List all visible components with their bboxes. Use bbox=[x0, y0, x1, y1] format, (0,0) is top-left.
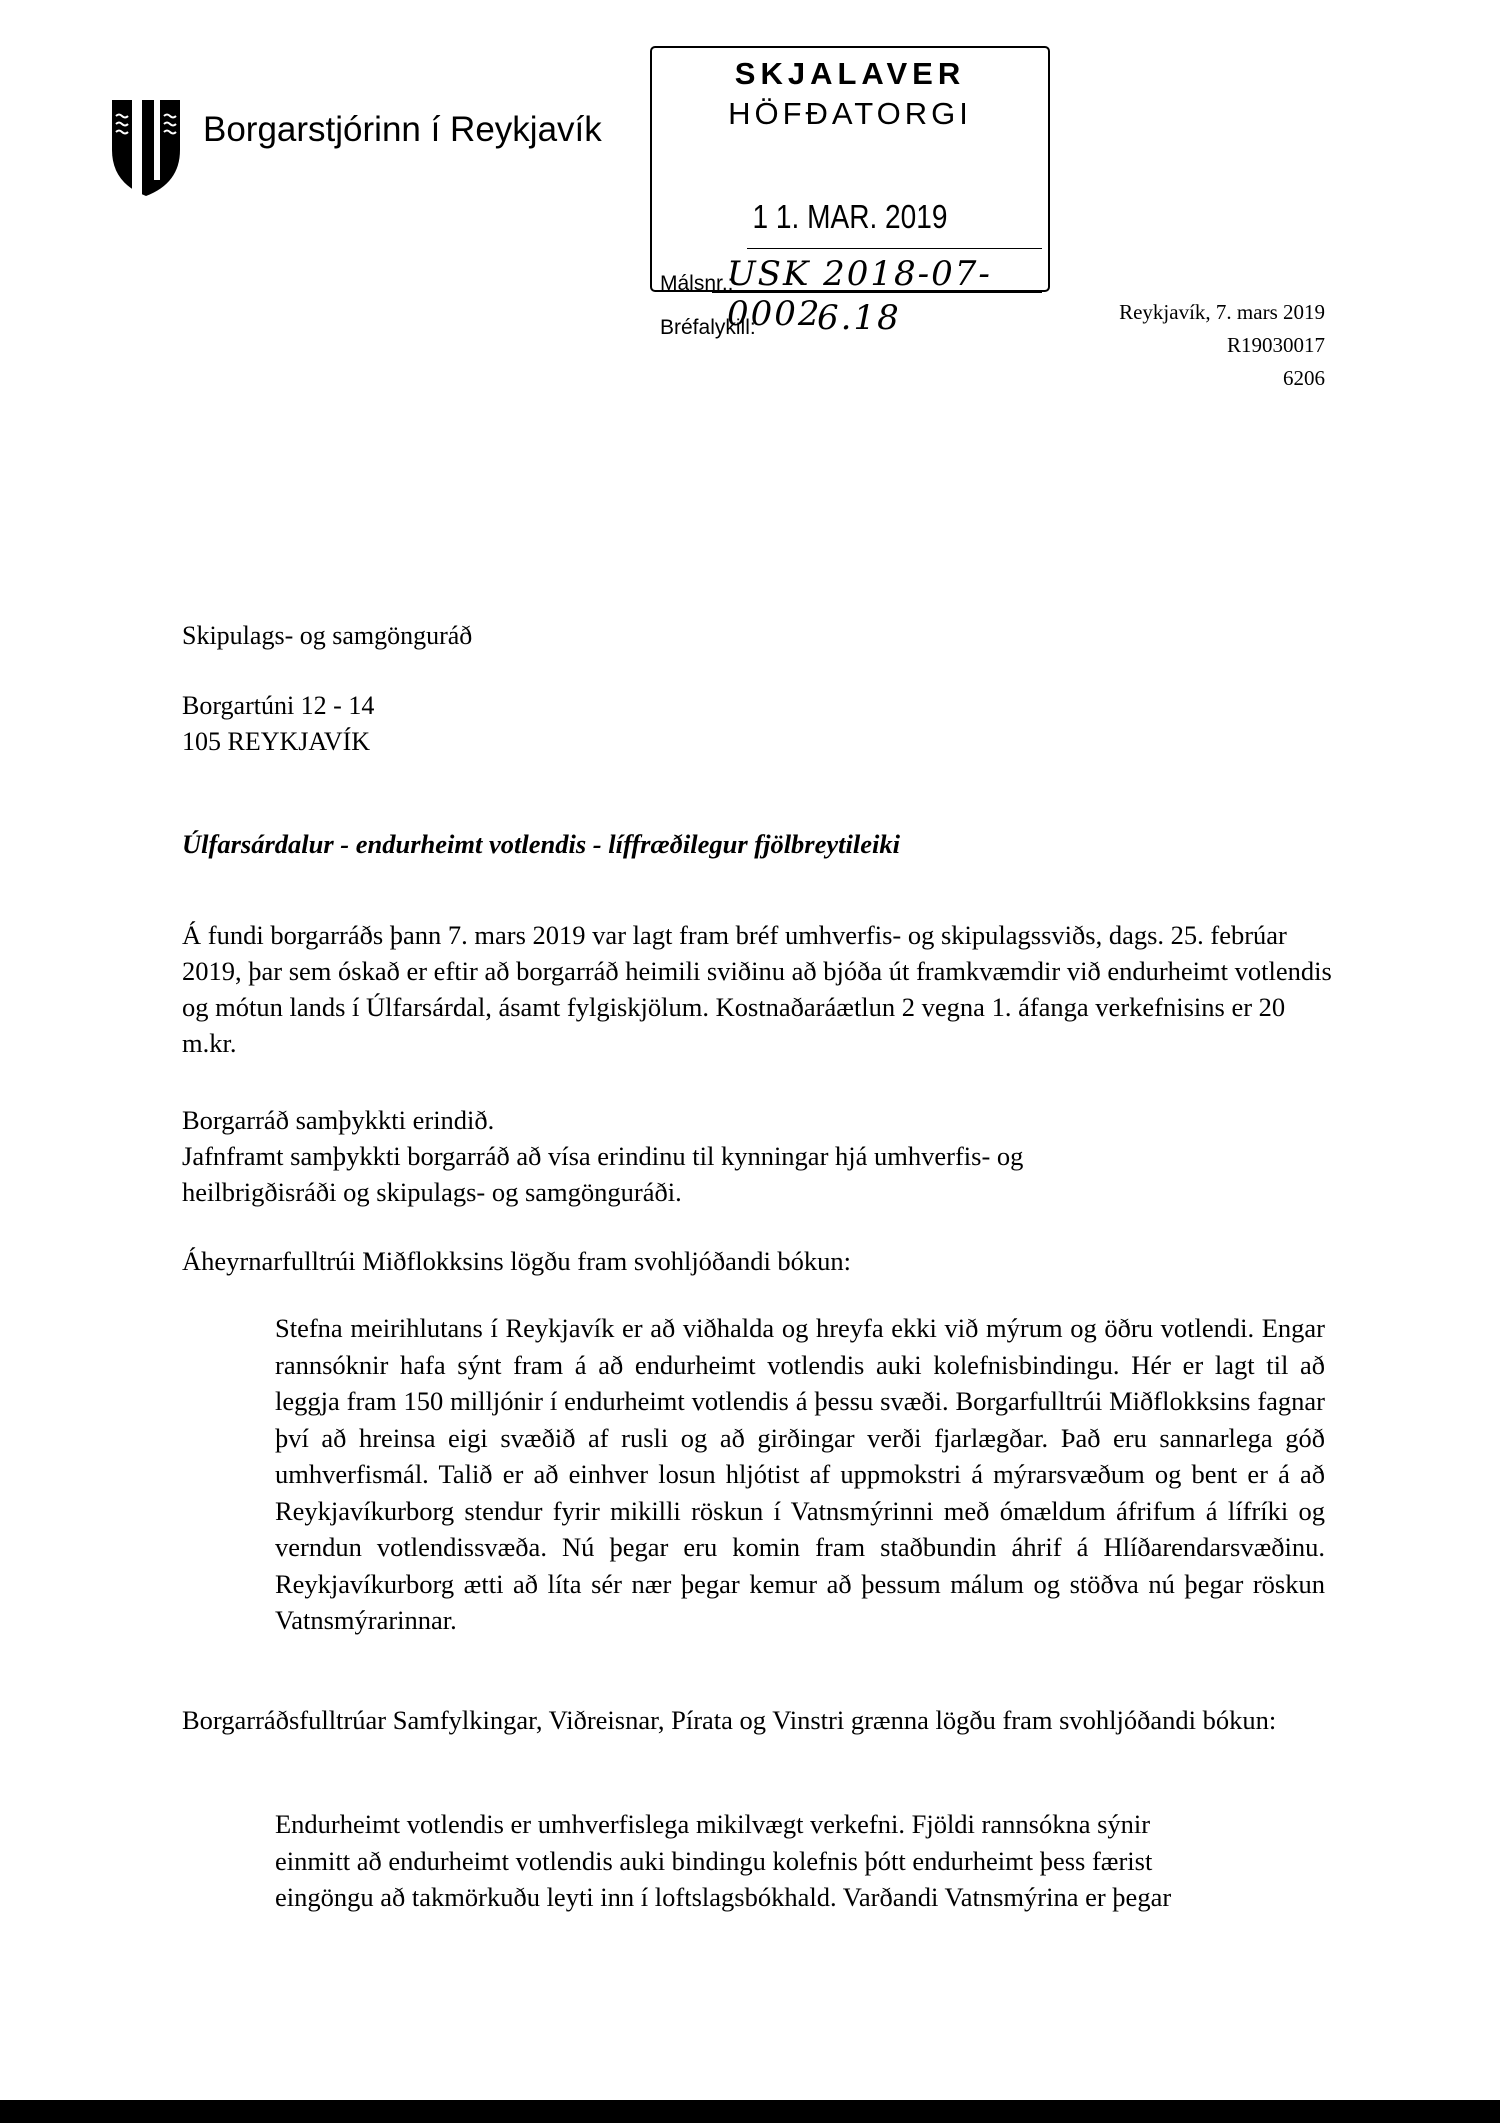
paragraph-text: Jafnframt samþykkti borgarráð að vísa erindinu til kynningar hjá umhverfis- og heilbrigðisráði og skipulags- og samgönguráði. bbox=[182, 1141, 1024, 1207]
quote-line: Endurheimt votlendis er umhverfislega mikilvægt verkefni. Fjöldi rannsókna sýnir bbox=[275, 1809, 1151, 1839]
body-paragraph bbox=[182, 1243, 1332, 1279]
reference-number: R19030017 bbox=[1226, 333, 1325, 357]
stamp-key-value: 6.18 bbox=[817, 298, 901, 338]
stamp-subtitle: HÖFÐATORGI bbox=[728, 96, 972, 131]
organization-name: Borgarstjórinn í Reykjavík bbox=[203, 110, 602, 149]
paragraph-text: Borgarráð samþykkti erindið. bbox=[182, 1105, 495, 1135]
quote-text: Stefna meirihlutans í Reykjavík er að viðhalda og hreyfa ekki við mýrum og öðru votlendi. Engar rannsóknir hafa sýnt fram á að endurheimt votlendis auki kolefnisbindingu. Hér er lagt til að leggja fram 150 milljónir í endurheimt votlendis á þessu svæði. Borgarfulltrúi Miðflokksins fagnar því að hreinsa eigi svæðið af rusli og að girðingar verði fjarlægðar. Það eru sannarlega góð umhverfismál. Talið er að einhver losun hljótist af uppmokstri á mýrarsvæðum og bent er á að Reykjavíkurborg stendur fyrir mikilli röskun í Vatnsmýrinni með ómældum áfrifum á lífríki og verndun votlendissvæða. Nú þegar eru komin fram staðbundin áhrif á Hlíðarendarsvæðinu. Reykjavíkurborg ætti að líta sér nær þegar kemur að þessum málum og stöðva nú þegar röskun Vatnsmýrarinnar. bbox=[275, 1313, 1325, 1635]
recipient-name: Skipulags- og samgönguráð bbox=[182, 621, 473, 650]
document-number: 6206 bbox=[1283, 366, 1325, 390]
stamp-rule bbox=[747, 248, 1042, 249]
body-paragraph bbox=[182, 1102, 1332, 1210]
reykjavik-coat-of-arms-logo bbox=[110, 98, 182, 198]
scan-edge bbox=[0, 2100, 1500, 2123]
block-quote bbox=[275, 1310, 1325, 1639]
quote-line: einmitt að endurheimt votlendis auki bindingu kolefnis þótt endurheimt þess færist bbox=[275, 1845, 1153, 1876]
recipient-city: 105 REYKJAVÍK bbox=[182, 727, 371, 756]
body-paragraph bbox=[182, 917, 1332, 1061]
recipient-street: Borgartúni 12 - 14 bbox=[182, 691, 375, 720]
reference-block bbox=[1119, 296, 1325, 395]
letter-subject: Úlfarsárdalur - endurheimt votlendis - líffræðilegur fjölbreytileiki bbox=[182, 829, 900, 859]
paragraph-text: Áheyrnarfulltrúi Miðflokksins lögðu fram svohljóðandi bókun: bbox=[182, 1246, 852, 1276]
body-paragraph bbox=[182, 1702, 1332, 1738]
stamp-title: SKJALAVER bbox=[734, 56, 966, 91]
stamp-rule bbox=[712, 292, 1042, 293]
archive-received-stamp bbox=[650, 46, 1050, 339]
stamp-case-value: USK 2018-07-0002 bbox=[727, 254, 992, 334]
paragraph-text: Á fundi borgarráðs þann 7. mars 2019 var lagt fram bréf umhverfis- og skipulagssviðs, dags. 25. febrúar 2019, þar sem óskað er eftir að borgarráð heimili sviðinu að bjóða út framkvæmdir við endurheimt votlendis og mótun lands í Úlfarsárdal, ásamt fylgiskjölum. Kostnaðaráætlun 2 vegna 1. áfanga verkefnisins er 20 m.kr. bbox=[182, 920, 1332, 1058]
stamp-case-label: Málsnr.: bbox=[660, 272, 734, 295]
quote-line: eingöngu að takmörkuðu leyti inn í loftslagsbókhald. Varðandi Vatnsmýrina er þegar bbox=[275, 1882, 1172, 1912]
recipient-address bbox=[182, 618, 472, 760]
block-quote bbox=[275, 1806, 1325, 1916]
stamp-key-label: Bréfalykill: bbox=[660, 316, 756, 339]
stamp-date: 1 1. MAR. 2019 bbox=[752, 198, 948, 235]
place-date: Reykjavík, 7. mars 2019 bbox=[1119, 300, 1325, 324]
paragraph-text: Borgarráðsfulltrúar Samfylkingar, Viðreisnar, Pírata og Vinstri grænna lögðu fram svohljóðandi bókun: bbox=[182, 1705, 1277, 1735]
